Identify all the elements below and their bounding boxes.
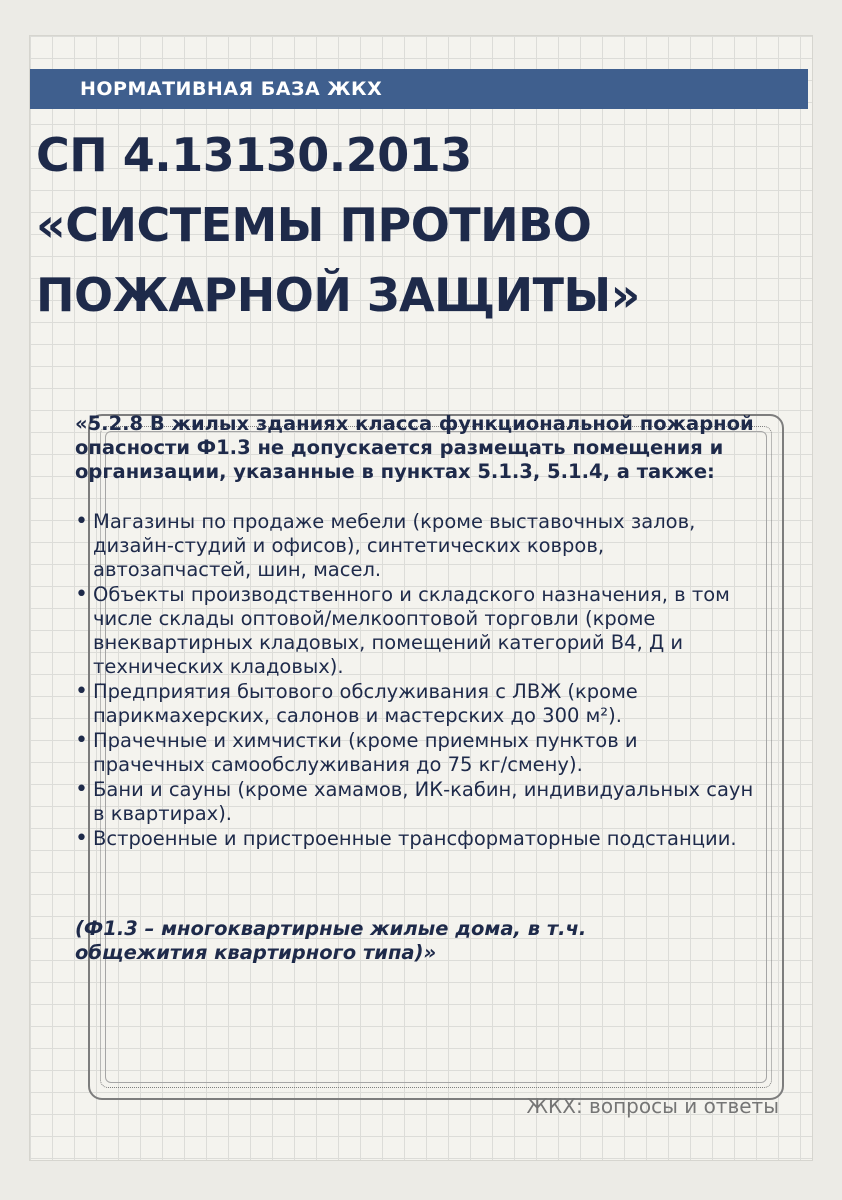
section-banner (30, 69, 808, 109)
list-item: • Прачечные и химчистки (кроме приемных пунктов и прачечных самообслуживания до 75 кг/смену). (75, 729, 755, 777)
quote-note: (Ф1.3 – многоквартирные жилые дома, в т.ч. общежития квартирного типа)» (75, 917, 587, 964)
list-item: • Объекты производственного и складского назначения, в том числе склады оптовой/мелкооптовой торговли (кроме внеквартирных кладовых, помещений категорий В4, Д и технических кладовых). (75, 583, 755, 679)
requirements-list (75, 510, 755, 851)
page-title (36, 120, 776, 330)
quote-content (75, 412, 755, 985)
title-line-1: СП 4.13130.2013 (36, 128, 472, 182)
title-line-2: «СИСТЕМЫ ПРОТИВО (36, 198, 592, 252)
list-item: • Предприятия бытового обслуживания с ЛВЖ (кроме парикмахерских, салонов и мастерских до 300 м²). (75, 680, 755, 728)
source-caption: ЖКХ: вопросы и ответы (526, 1094, 779, 1118)
title-line-3: ПОЖАРНОЙ ЗАЩИТЫ» (36, 268, 640, 322)
list-item: • Встроенные и пристроенные трансформаторные подстанции. (75, 827, 755, 851)
list-item: • Бани и сауны (кроме хамамов, ИК-кабин, индивидуальных саун в квартирах). (75, 778, 755, 826)
list-item: • Магазины по продаже мебели (кроме выставочных залов, дизайн-студий и офисов), синтетических ковров, автозапчастей, шин, масел. (75, 510, 755, 582)
banner-label: НОРМАТИВНАЯ БАЗА ЖКХ (80, 78, 383, 100)
quote-intro: «5.2.8 В жилых зданиях класса функциональной пожарной опасности Ф1.3 не допускается размещать помещения и организации, указанные в пунктах 5.1.3, 5.1.4, а также: (75, 412, 754, 483)
